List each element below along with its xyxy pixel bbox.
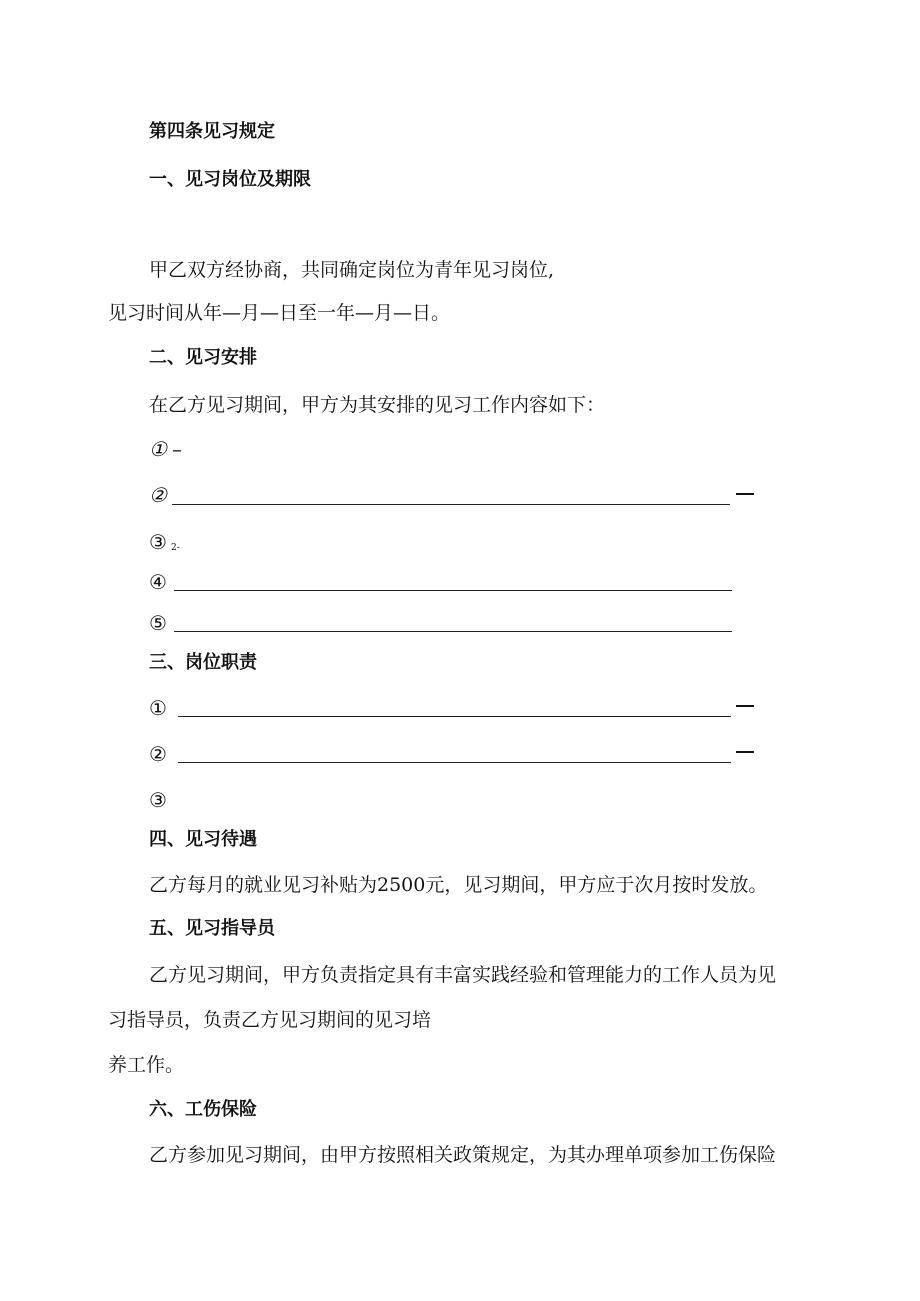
item-trailing-dash: – [172,437,182,461]
fill-in-blank-line [172,504,730,505]
item-marker: ② [149,742,167,766]
fill-in-blank-line [178,716,731,717]
section-6-paragraph-line-1: 乙方参加见习期间，由甲方按照相关政策规定，为其办理单项参加工伤保险 [149,1144,777,1166]
trailing-dash-mark [736,705,754,707]
section-5-paragraph-line-3: 养工作。 [108,1054,185,1076]
item-subscript-note: 2- [171,543,180,553]
section-3-heading: 三、岗位职责 [149,652,257,673]
item-marker: ③ [149,788,167,812]
fill-in-blank-line [174,631,732,632]
section-2-intro: 在乙方见习期间，甲方为其安排的见习工作内容如下： [149,394,606,416]
section-2-heading: 二、见习安排 [149,347,257,368]
item-marker: ① [149,437,167,461]
item-marker: ① [149,696,167,720]
section-1-heading: 一、见习岗位及期限 [149,169,311,190]
section-1-paragraph-line-1: 甲乙双方经协商，共同确定岗位为青年见习岗位, [149,259,555,281]
item-marker: ④ [149,570,167,594]
section-6-heading: 六、工伤保险 [149,1099,257,1120]
trailing-dash-mark [736,751,754,753]
section-5-paragraph-line-1: 乙方见习期间，甲方负责指定具有丰富实践经验和管理能力的工作人员为见 [149,964,777,986]
section-5-paragraph-line-2: 习指导员，负责乙方见习期间的见习培 [108,1009,432,1031]
fill-in-blank-line [178,762,731,763]
section-4-paragraph: 乙方每月的就业见习补贴为2500元，见习期间，甲方应于次月按时发放。 [149,874,768,896]
section-1-paragraph-line-2: 见习时间从年—月—日至一年—月—日。 [108,302,451,324]
section-5-heading: 五、见习指导员 [149,918,275,939]
trailing-dash-mark [736,493,754,495]
item-marker: ⑤ [149,611,167,635]
article-title: 第四条见习规定 [149,121,275,142]
item-marker: ② [149,483,167,507]
item-marker: ③ [149,530,167,554]
section-4-heading: 四、见习待遇 [149,829,257,850]
fill-in-blank-line [174,590,732,591]
